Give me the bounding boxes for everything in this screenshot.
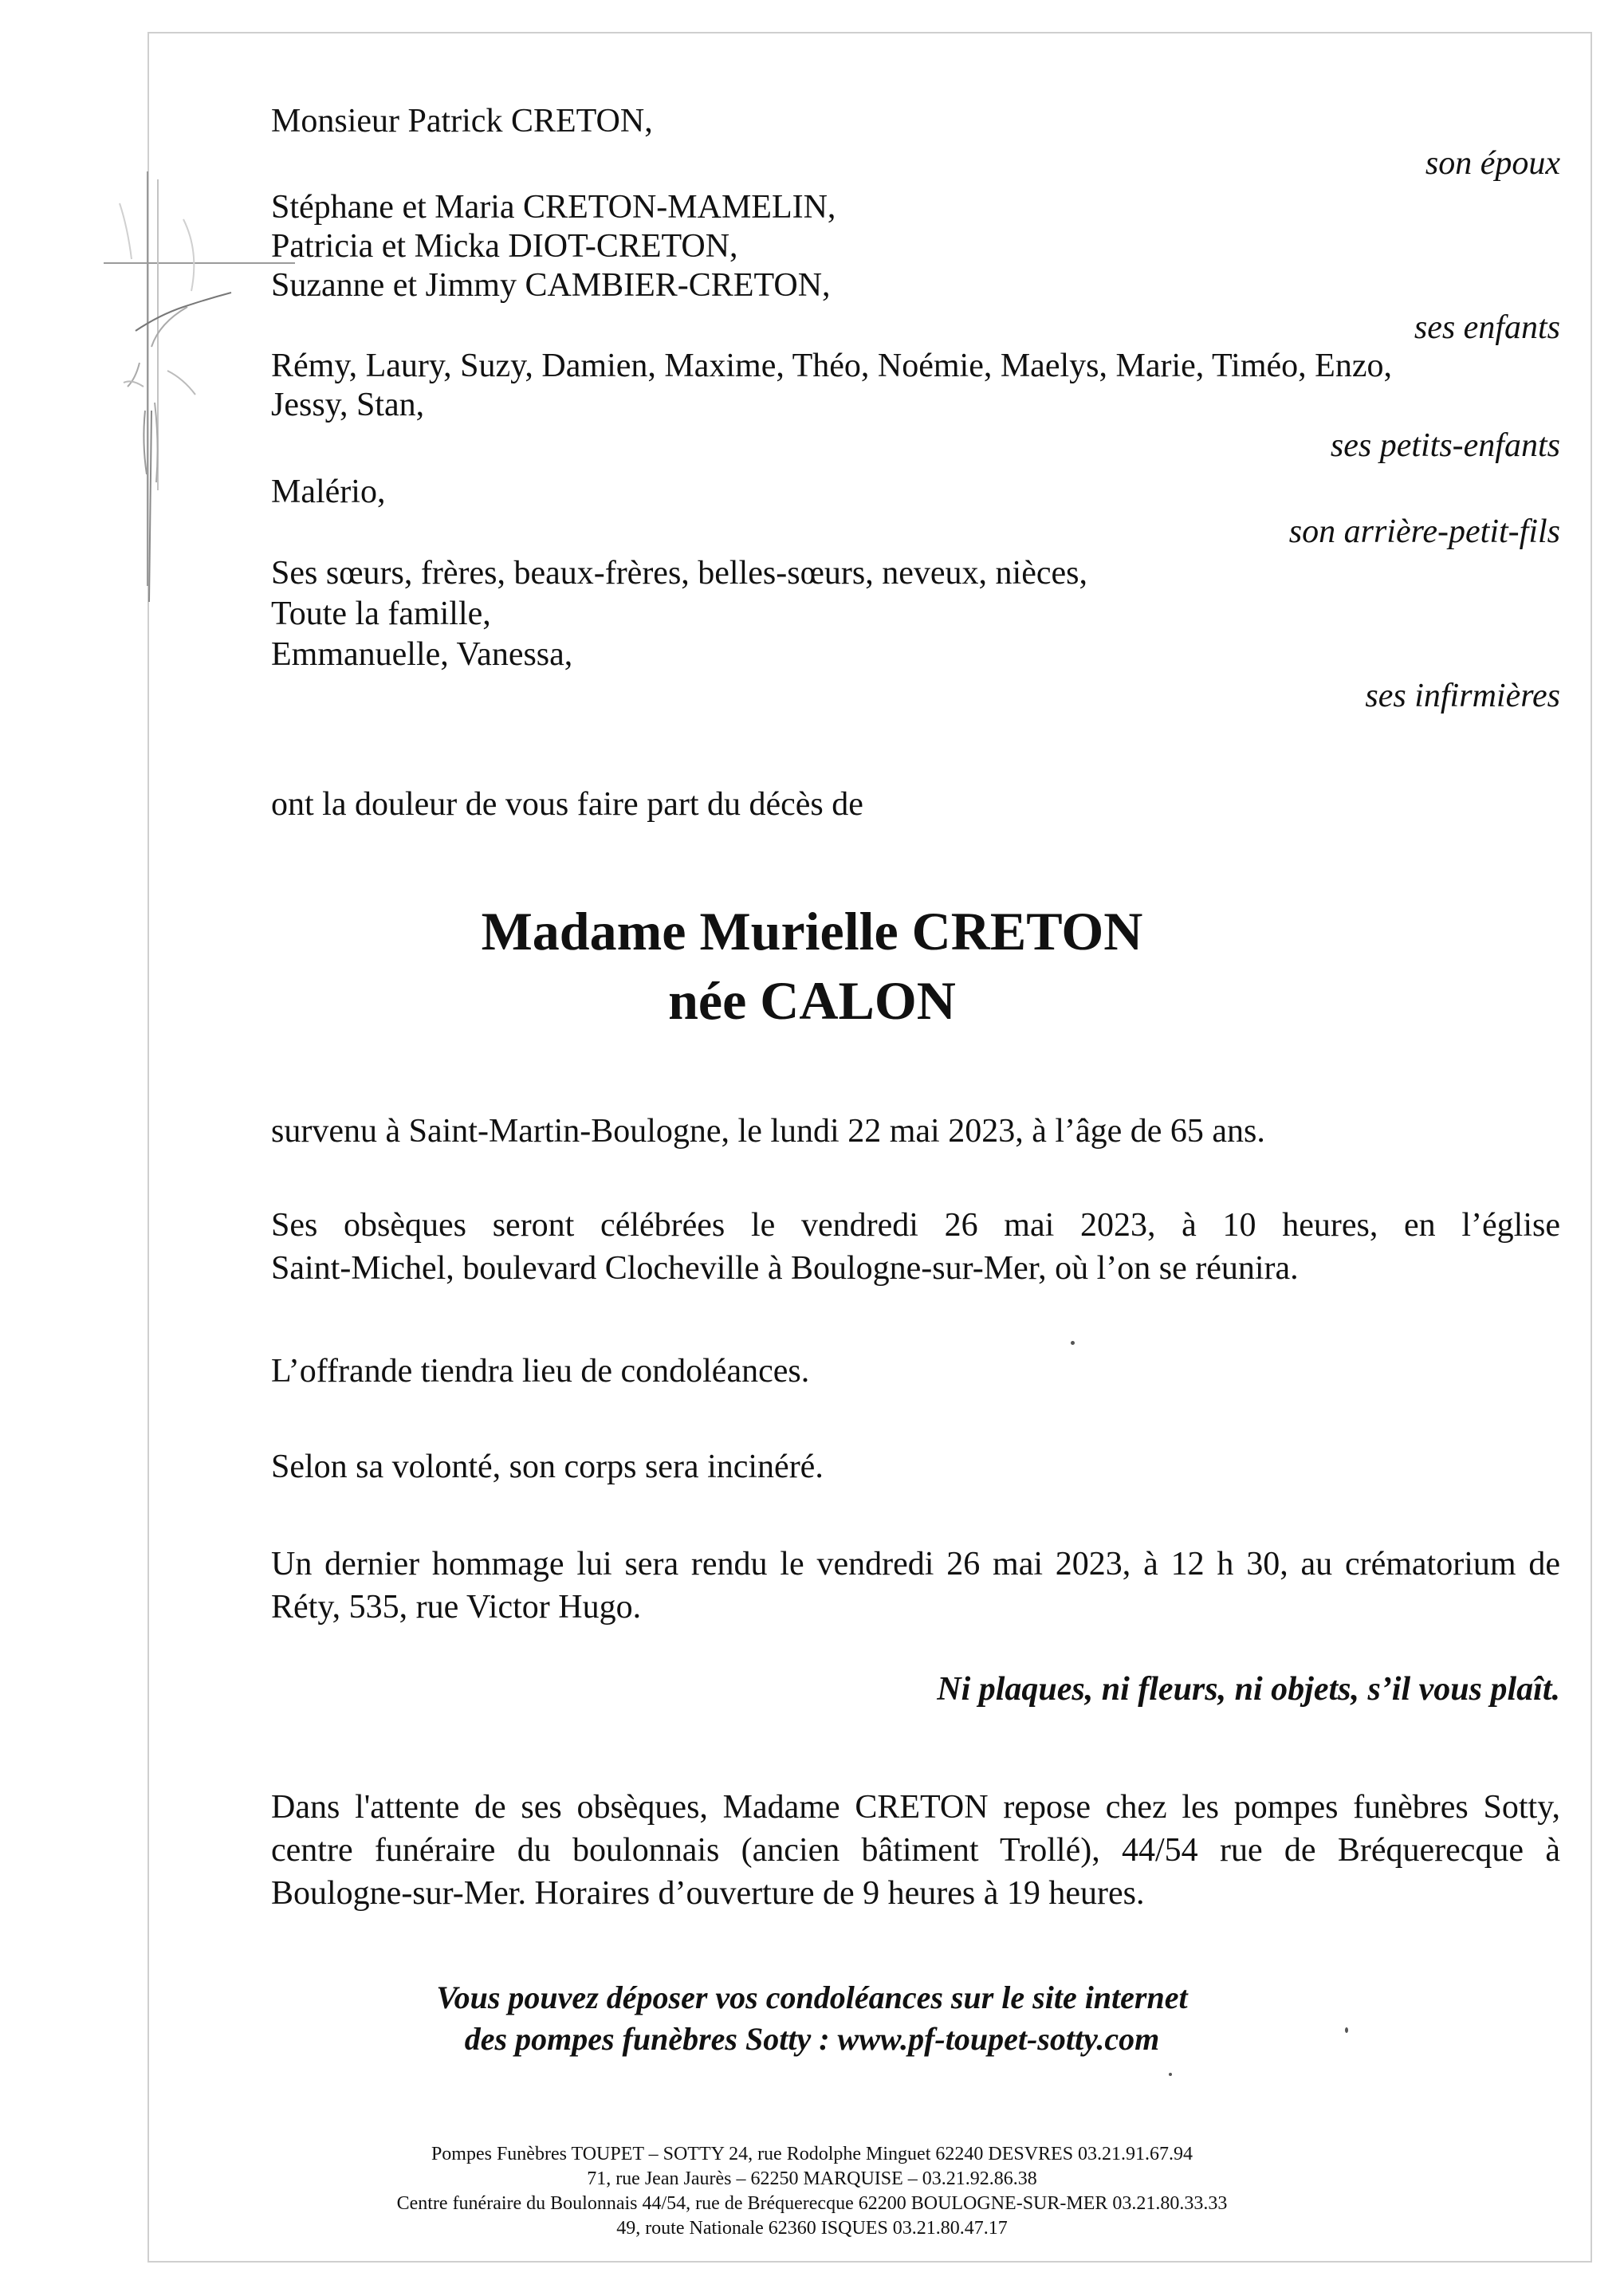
grandchildren-line-2: Jessy, Stan,: [271, 387, 425, 423]
condolences-line-2: des pompes funèbres Sotty : www.pf-toupet-sotty.com: [464, 2021, 1160, 2057]
spouse-role: son époux: [1425, 145, 1560, 182]
scan-speck: [1345, 2027, 1348, 2033]
child-2: Patricia et Micka DIOT-CRETON,: [271, 228, 738, 265]
footer-line-4: 49, route Nationale 62360 ISQUES 03.21.80.47.17: [616, 2218, 1008, 2239]
resting-line-3: Boulogne-sur-Mer. Horaires d’ouverture de 9 heures à 19 heures.: [271, 1875, 1145, 1912]
great-grandchild-role: son arrière-petit-fils: [1288, 513, 1560, 550]
cross-lily-icon: [104, 171, 295, 602]
child-3: Suzanne et Jimmy CAMBIER-CRETON,: [271, 267, 831, 304]
children-role: ses enfants: [1414, 309, 1560, 346]
tribute-line-2: Réty, 535, rue Victor Hugo.: [271, 1589, 642, 1626]
condolences-line-1: Vous pouvez déposer vos condoléances sur le site internet: [436, 1980, 1188, 2015]
resting-paragraph: [271, 1786, 1560, 1915]
others-line-1: Ses sœurs, frères, beaux-frères, belles-sœurs, neveux, nièces,: [271, 555, 1087, 592]
grandchildren-role: ses petits-enfants: [1330, 427, 1560, 464]
footer-line-3: Centre funéraire du Boulonnais 44/54, rue de Bréquerecque 62200 BOULOGNE-SUR-MER 03.21.80.33.33: [396, 2193, 1228, 2214]
others-line-2: Toute la famille,: [271, 596, 491, 632]
grandchildren-line-1: Rémy, Laury, Suzy, Damien, Maxime, Théo, Noémie, Maelys, Marie, Timéo, Enzo,: [271, 348, 1392, 384]
tribute-line-1: Un dernier hommage lui sera rendu le vendredi 26 mai 2023, à 12 h 30, au crématorium de: [271, 1546, 1560, 1582]
funeral-line-2: Saint-Michel, boulevard Clocheville à Boulogne-sur-Mer, où l’on se réunira.: [271, 1250, 1299, 1287]
deceased-birth-name: née CALON: [668, 970, 956, 1031]
great-grandchild: Malério,: [271, 474, 386, 510]
scan-speck: [1071, 1341, 1075, 1345]
offering-note: L’offrande tiendra lieu de condoléances.: [271, 1353, 810, 1390]
tribute-paragraph: [271, 1543, 1560, 1629]
footer-line-1: Pompes Funèbres TOUPET – SOTTY 24, rue Rodolphe Minguet 62240 DESVRES 03.21.91.67.94: [431, 2144, 1193, 2164]
deceased-name: Madame Murielle CRETON: [481, 901, 1143, 961]
child-1: Stéphane et Maria CRETON-MAMELIN,: [271, 189, 836, 226]
others-line-3: Emmanuelle, Vanessa,: [271, 636, 573, 673]
scan-speck: [1169, 2073, 1172, 2076]
funeral-line-1: Ses obsèques seront célébrées le vendredi 26 mai 2023, à 10 heures, en l’église: [271, 1207, 1560, 1244]
resting-line-2: centre funéraire du boulonnais (ancien bâtiment Trollé), 44/54 rue de Bréquerecque à: [271, 1832, 1560, 1869]
cremation-note: Selon sa volonté, son corps sera incinéré.: [271, 1449, 824, 1485]
death-details: survenu à Saint-Martin-Boulogne, le lundi 22 mai 2023, à l’âge de 65 ans.: [271, 1113, 1265, 1150]
spouse-name: Monsieur Patrick CRETON,: [271, 103, 653, 140]
footer-line-2: 71, rue Jean Jaurès – 62250 MARQUISE – 03.21.92.86.38: [587, 2168, 1037, 2189]
resting-line-1: Dans l'attente de ses obsèques, Madame CRETON repose chez les pompes funèbres Sotty,: [271, 1789, 1560, 1826]
announcement: ont la douleur de vous faire part du décès de: [271, 786, 863, 823]
funeral-paragraph: [271, 1204, 1560, 1290]
nurses-role: ses infirmières: [1365, 678, 1560, 714]
no-flowers-note: Ni plaques, ni fleurs, ni objets, s’il vous plaît.: [937, 1671, 1560, 1708]
